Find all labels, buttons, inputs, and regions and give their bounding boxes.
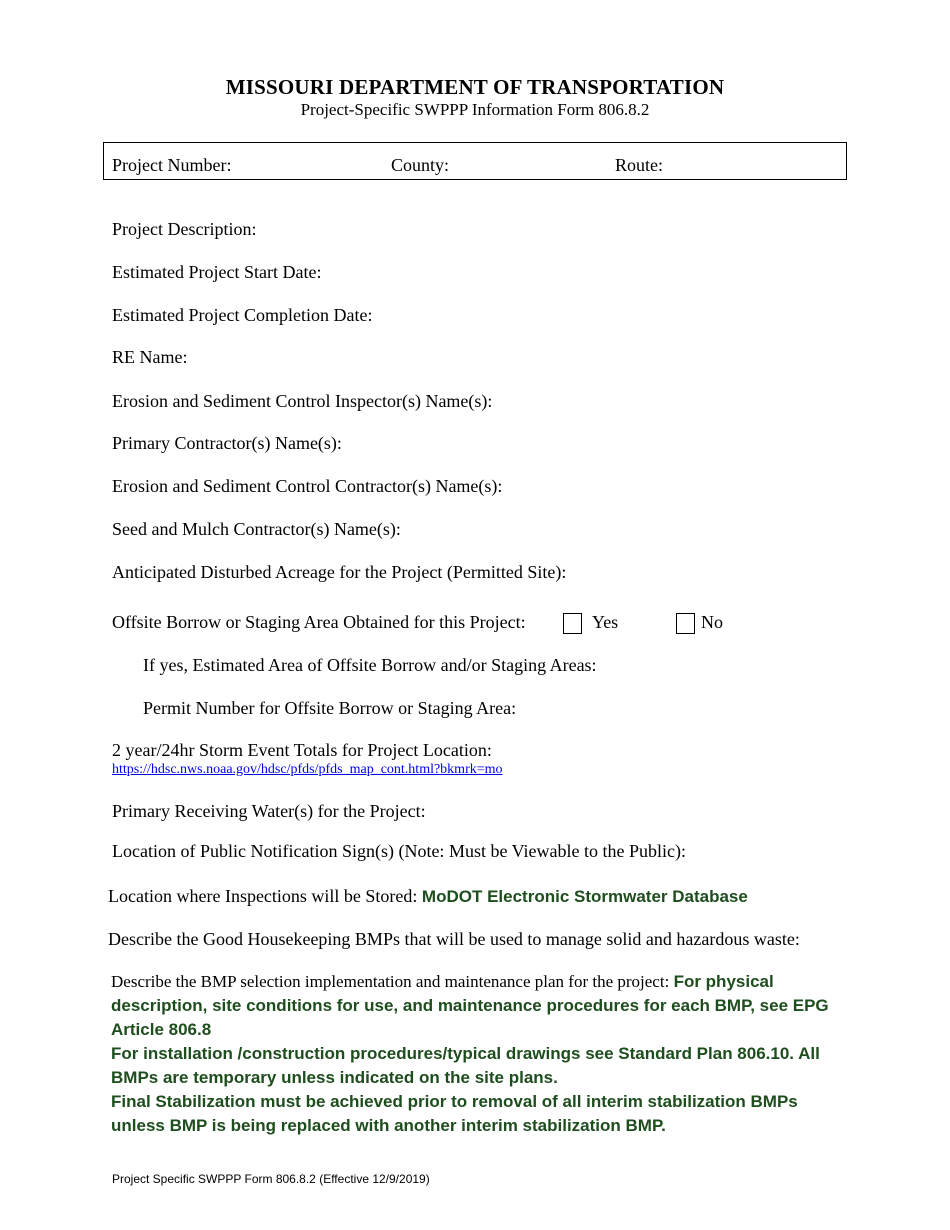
county-label: County: xyxy=(391,155,450,175)
primary-contractor-label: Primary Contractor(s) Name(s): xyxy=(112,433,342,453)
bmp-plan-paragraph xyxy=(111,970,841,1138)
offsite-area-label: If yes, Estimated Area of Offsite Borrow and/or Staging Areas: xyxy=(143,655,597,675)
no-checkbox[interactable] xyxy=(676,613,695,634)
yes-checkbox[interactable] xyxy=(563,613,582,634)
permit-number-label: Permit Number for Offsite Borrow or Staging Area: xyxy=(143,698,517,718)
bmp-plan-note2: For installation /construction procedures/typical drawings see Standard Plan 806.10. All BMPs are temporary unless indicated on the site plans. xyxy=(111,1044,820,1087)
seed-mulch-contractor-label: Seed and Mulch Contractor(s) Name(s): xyxy=(112,519,401,539)
bmp-plan-label: Describe the BMP selection implementation and maintenance plan for the project: xyxy=(111,972,670,991)
project-number-label: Project Number: xyxy=(112,155,232,175)
form-footer: Project Specific SWPPP Form 806.8.2 (Effective 12/9/2019) xyxy=(112,1172,430,1186)
notification-sign-label: Location of Public Notification Sign(s) (Note: Must be Viewable to the Public): xyxy=(112,841,686,861)
document-subtitle: Project-Specific SWPPP Information Form 806.8.2 xyxy=(300,100,650,119)
route-label: Route: xyxy=(615,155,663,175)
start-date-label: Estimated Project Start Date: xyxy=(112,262,322,282)
bmp-plan-note1: For physical description, site conditions for use, and maintenance procedures for each BMP, see EPG Article 806.8 xyxy=(111,972,829,1039)
esc-contractor-label: Erosion and Sediment Control Contractor(s) Name(s): xyxy=(112,476,503,496)
re-name-label: RE Name: xyxy=(112,347,188,367)
document-title: MISSOURI DEPARTMENT OF TRANSPORTATION xyxy=(225,75,725,99)
offsite-borrow-label: Offsite Borrow or Staging Area Obtained for this Project: xyxy=(112,612,526,632)
noaa-precip-link[interactable]: https://hdsc.nws.noaa.gov/hdsc/pfds/pfds_map_cont.html?bkmrk=mo xyxy=(112,762,503,777)
inspections-stored-value: MoDOT Electronic Stormwater Database xyxy=(421,887,748,906)
inspections-stored-row xyxy=(108,886,748,907)
project-description-label: Project Description: xyxy=(112,219,257,239)
project-info-box xyxy=(103,142,847,180)
inspector-names-label: Erosion and Sediment Control Inspector(s) Name(s): xyxy=(112,391,493,411)
yes-label: Yes xyxy=(592,612,619,632)
no-label: No xyxy=(701,612,723,632)
disturbed-acreage-label: Anticipated Disturbed Acreage for the Project (Permitted Site): xyxy=(112,562,567,582)
housekeeping-label: Describe the Good Housekeeping BMPs that will be used to manage solid and hazardous waste: xyxy=(108,929,800,949)
completion-date-label: Estimated Project Completion Date: xyxy=(112,305,373,325)
storm-totals-label: 2 year/24hr Storm Event Totals for Project Location: xyxy=(112,740,492,760)
bmp-plan-note3: Final Stabilization must be achieved prior to removal of all interim stabilization BMPs unless BMP is being replaced with another interim stabilization BMP. xyxy=(111,1092,798,1135)
receiving-water-label: Primary Receiving Water(s) for the Project: xyxy=(112,801,426,821)
inspections-stored-label: Location where Inspections will be Stored: xyxy=(108,886,418,906)
